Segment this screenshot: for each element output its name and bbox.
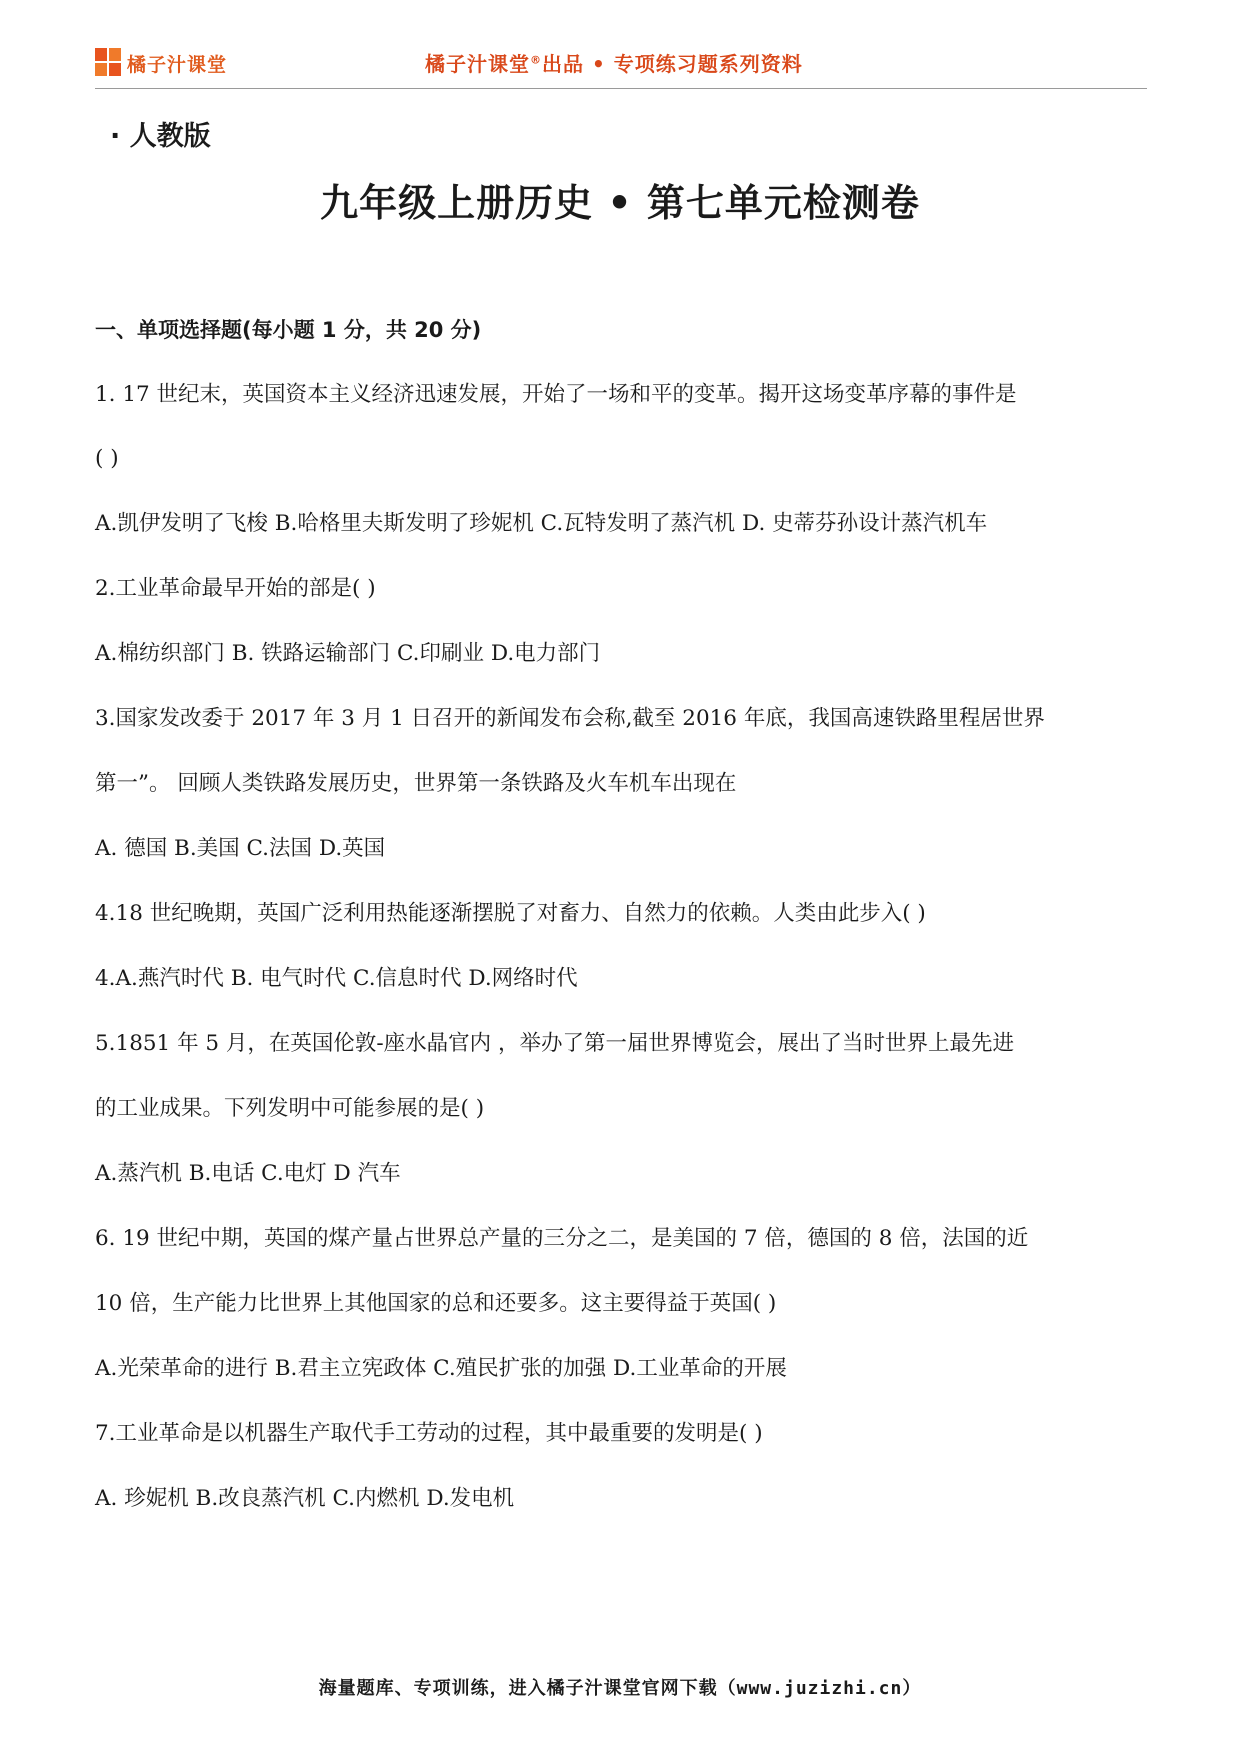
option-line: A.蒸汽机 B.电话 C.电灯 D 汽车 xyxy=(95,1161,401,1186)
option-line: A. 德国 B.美国 C.法国 D.英国 xyxy=(95,836,386,861)
question-line: 5.1851 年 5 月，在英国伦敦-座水晶官内 ，举办了第一届世界博览会，展出了当时世界上最先进 xyxy=(95,1031,1015,1056)
option-line: 4.A.燕汽时代 B. 电气时代 C.信息时代 D.网络时代 xyxy=(95,966,578,991)
question-line: 6. 19 世纪中期，英国的煤产量占世界总产量的三分之二，是美国的 7 倍，德国的 8 倍，法国的近 xyxy=(95,1226,1029,1251)
page-header xyxy=(95,38,1147,89)
option-line: A.凯伊发明了飞梭 B.哈格里夫斯发明了珍妮机 C.瓦特发明了蒸汽机 D. 史蒂芬孙设计蒸汽机车 xyxy=(95,511,988,536)
question-line: 1. 17 世纪末，英国资本主义经济迅速发展，开始了一场和平的变革。揭开这场变革序幕的事件是 xyxy=(95,382,1017,407)
option-line: A. 珍妮机 B.改良蒸汽机 C.内燃机 D.发电机 xyxy=(95,1486,515,1511)
edition-label: · 人教版 xyxy=(110,121,211,152)
question-line: 的工业成果。下列发明中可能参展的是( ) xyxy=(95,1096,485,1121)
section-heading: 一、单项选择题(每小题 1 分，共 20 分) xyxy=(95,318,482,342)
page-footer: 海量题库、专项训练，进入橘子汁课堂官网下载（www.juzizhi.cn） xyxy=(318,1678,922,1699)
question-line: 3.国家发改委于 2017 年 3 月 1 日召开的新闻发布会称,截至 2016 年底，我国高速铁路里程居世界 xyxy=(95,706,1045,731)
option-line: A.光荣革命的进行 B.君主立宪政体 C.殖民扩张的加强 D.工业革命的开展 xyxy=(95,1356,787,1381)
question-line: 4.18 世纪晚期，英国广泛利用热能逐渐摆脱了对畜力、自然力的依赖。人类由此步入( ) xyxy=(95,901,926,926)
question-line: 7.工业革命是以机器生产取代手工劳动的过程，其中最重要的发明是( ) xyxy=(95,1421,763,1446)
question-line: 第一”。 回顾人类铁路发展历史，世界第一条铁路及火车机车出现在 xyxy=(95,771,737,796)
logo-text: 橘子汁课堂 xyxy=(127,53,228,76)
question-line: ( ) xyxy=(95,446,119,471)
header-title: 橘子汁课堂®出品 • 专项练习题系列资料 xyxy=(425,52,803,76)
brand-logo xyxy=(95,46,227,80)
logo-icon xyxy=(95,48,123,78)
question-line: 2.工业革命最早开始的部是( ) xyxy=(95,576,376,601)
page-title: 九年级上册历史 • 第七单元检测卷 xyxy=(320,181,920,225)
option-line: A.棉纺织部门 B. 铁路运输部门 C.印刷业 D.电力部门 xyxy=(95,641,601,666)
question-line: 10 倍，生产能力比世界上其他国家的总和还要多。这主要得益于英国( ) xyxy=(95,1291,777,1316)
